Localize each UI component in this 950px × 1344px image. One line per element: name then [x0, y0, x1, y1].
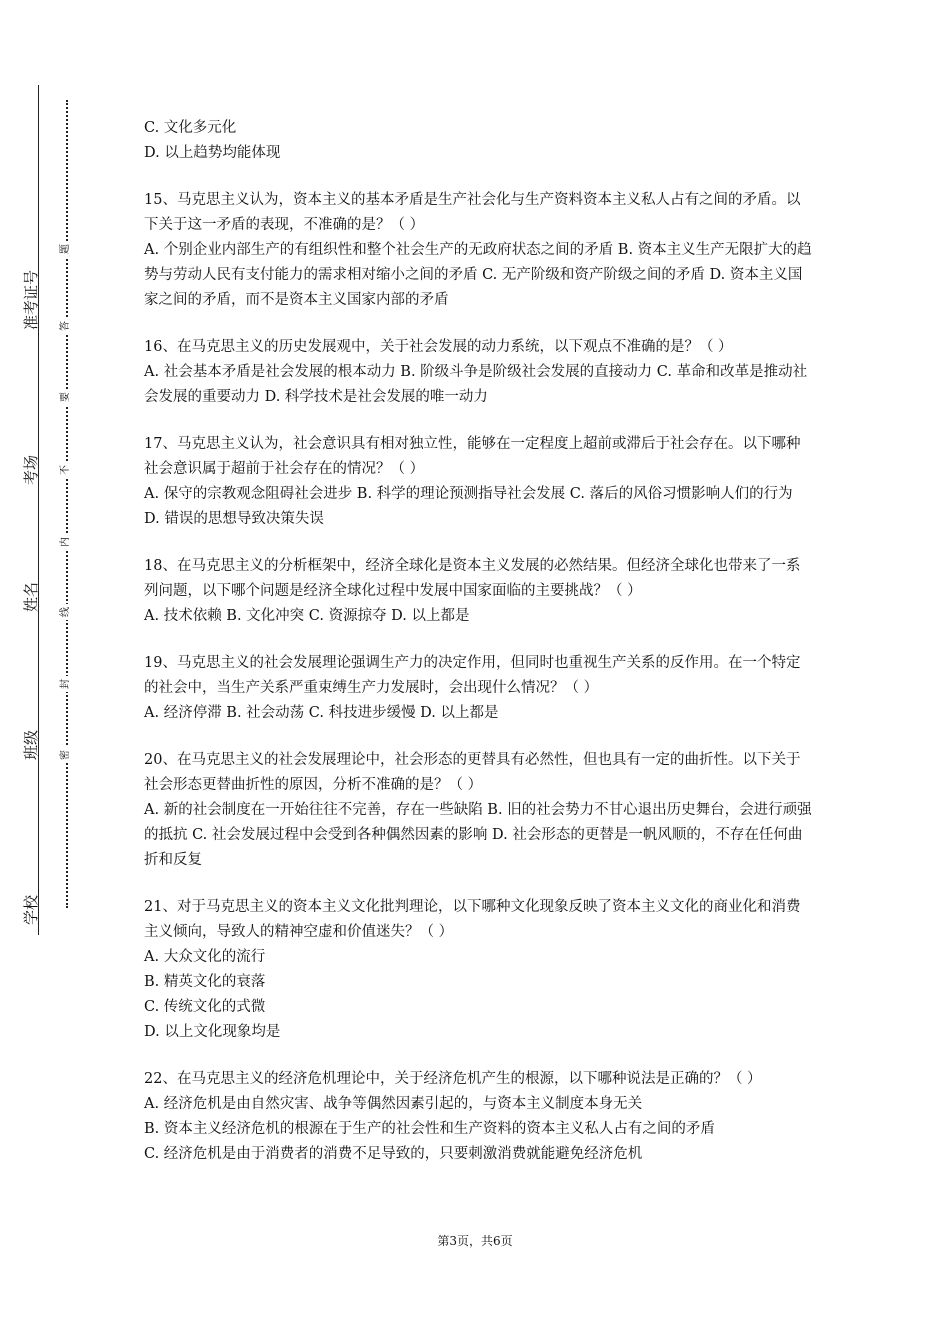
seal-char: 题 [58, 241, 74, 257]
question-stem: 21、对于马克思主义的资本主义文化批判理论，以下哪种文化现象反映了资本主义文化的商业化和消费主义倾向，导致人的精神空虚和价值迷失？（ ） [144, 899, 801, 940]
question-16 [144, 335, 812, 410]
seal-char: 线 [58, 604, 74, 620]
question-18 [144, 554, 812, 629]
seal-char: 内 [58, 534, 74, 550]
question-19 [144, 651, 812, 726]
option: D. 以上文化现象均是 [144, 1024, 281, 1040]
question-21 [144, 895, 812, 1045]
question-15 [144, 188, 812, 313]
question-stem: 20、在马克思主义的社会发展理论中，社会形态的更替具有必然性，但也具有一定的曲折性。以下关于社会形态更替曲折性的原因，分析不准确的是？（ ） [144, 752, 801, 793]
question-stem: 18、在马克思主义的分析框架中，经济全球化是资本主义发展的必然结果。但经济全球化也带来了一系列问题，以下哪个问题是经济全球化过程中发展中国家面临的主要挑战？（ ） [144, 558, 801, 599]
seal-char: 封 [58, 676, 74, 692]
school-label: 学校 [22, 894, 40, 925]
question-20 [144, 748, 812, 873]
question-22 [144, 1067, 812, 1167]
option: C. 传统文化的式微 [144, 999, 266, 1015]
page-number: 第3页，共6页 [437, 1234, 513, 1248]
question-stem: 16、在马克思主义的历史发展观中，关于社会发展的动力系统，以下观点不准确的是？（ ） [144, 339, 733, 355]
seal-char: 要 [58, 389, 74, 405]
exam-number-label: 准考证号 [22, 269, 40, 330]
name-label: 姓名 [22, 581, 40, 612]
question-stem: 19、马克思主义的社会发展理论强调生产力的决定作用，但同时也重视生产关系的反作用。在一个特定的社会中，当生产关系严重束缚生产力发展时，会出现什么情况？（ ） [144, 655, 801, 696]
question-17 [144, 432, 812, 532]
question-14-continued [144, 116, 812, 166]
option: B. 资本主义经济危机的根源在于生产的社会性和生产资料的资本主义私人占有之间的矛盾 [144, 1121, 715, 1137]
binding-dotted-line [66, 100, 68, 908]
question-options: A. 个别企业内部生产的有组织性和整个社会生产的无政府状态之间的矛盾 B. 资本主义生产无限扩大的趋势与劳动人民有支付能力的需求相对缩小之间的矛盾 C. 无产阶级和资产阶级之间的矛盾 D. 资本主义国家之间的矛盾，而不是资本主义国家内部的矛盾 [144, 242, 812, 308]
option: D. 以上趋势均能体现 [144, 145, 281, 161]
question-options: A. 社会基本矛盾是社会发展的根本动力 B. 阶级斗争是阶级社会发展的直接动力 C. 革命和改革是推动社会发展的重要动力 D. 科学技术是社会发展的唯一动力 [144, 364, 808, 405]
question-list [144, 116, 812, 1167]
exam-room-label: 考场 [22, 454, 40, 485]
question-options: A. 经济停滞 B. 社会动荡 C. 科技进步缓慢 D. 以上都是 [144, 705, 499, 721]
question-options: A. 技术依赖 B. 文化冲突 C. 资源掠夺 D. 以上都是 [144, 608, 470, 624]
option: C. 文化多元化 [144, 120, 237, 136]
option: A. 大众文化的流行 [144, 949, 266, 965]
question-stem: 22、在马克思主义的经济危机理论中，关于经济危机产生的根源，以下哪种说法是正确的？（ ） [144, 1071, 762, 1087]
seal-char: 答 [58, 318, 74, 334]
seal-char: 不 [58, 462, 74, 478]
seal-char: 密 [58, 747, 74, 763]
binding-margin [0, 0, 100, 1344]
option: A. 经济危机是由自然灾害、战争等偶然因素引起的，与资本主义制度本身无关 [144, 1096, 643, 1112]
option: B. 精英文化的衰落 [144, 974, 266, 990]
question-options: A. 新的社会制度在一开始往往不完善，存在一些缺陷 B. 旧的社会势力不甘心退出历史舞台，会进行顽强的抵抗 C. 社会发展过程中会受到各种偶然因素的影响 D. 社会形态的更替是一帆风顺的，不存在任何曲折和反复 [144, 802, 812, 868]
option: C. 经济危机是由于消费者的消费不足导致的，只要刺激消费就能避免经济危机 [144, 1146, 643, 1162]
question-stem: 15、马克思主义认为，资本主义的基本矛盾是生产社会化与生产资料资本主义私人占有之间的矛盾。以下关于这一矛盾的表现，不准确的是？（ ） [144, 192, 801, 233]
class-label: 班级 [22, 729, 40, 760]
question-options: A. 保守的宗教观念阻碍社会进步 B. 科学的理论预测指导社会发展 C. 落后的风俗习惯影响人们的行为 D. 错误的思想导致决策失误 [144, 486, 793, 527]
question-stem: 17、马克思主义认为，社会意识具有相对独立性，能够在一定程度上超前或滞后于社会存在。以下哪种社会意识属于超前于社会存在的情况？（ ） [144, 436, 801, 477]
